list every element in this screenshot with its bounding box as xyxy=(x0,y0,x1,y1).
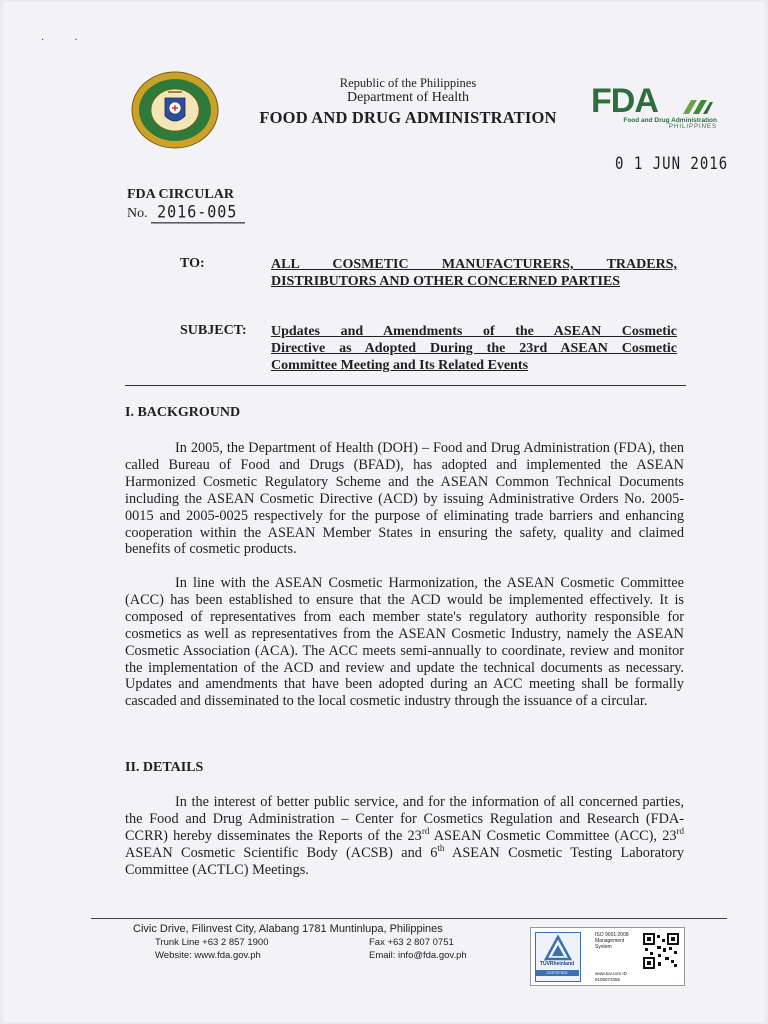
iso-standard-text: ISO 9001:2008 Management System xyxy=(595,932,629,950)
details-paragraph xyxy=(125,794,684,879)
footer-website-link[interactable]: Website: www.fda.gov.ph xyxy=(155,950,261,961)
footer-divider xyxy=(91,918,727,919)
fda-stripes-icon xyxy=(677,98,713,114)
footer-trunk-line: Trunk Line +63 2 857 1900 xyxy=(155,937,269,948)
paragraph-text xyxy=(125,794,684,879)
circular-title: FDA CIRCULAR xyxy=(127,187,234,202)
to-recipients xyxy=(271,256,677,290)
circular-number-block xyxy=(127,187,245,223)
details-heading: II. DETAILS xyxy=(125,760,204,775)
tuv-certification-badge xyxy=(530,927,685,986)
fda-logo xyxy=(591,84,719,134)
tuv-website-text: www.tuv.com ID 9105073356 xyxy=(595,971,627,982)
paragraph-text: In 2005, the Department of Health (DOH) – Food and Drug Administration (FDA), then called Bureau of Food and Drugs (BFAD), has adopted and implemented the ASEAN Harmonized Cosmetic Regulatory Scheme and the ASEAN Common Technical Documents including the ASEAN Cosmetic Directive (ACD) by issuing Administrative Orders No. 2005-0015 and 2005-0025 respectively for the purpose of eliminating trade barriers and enhancing cooperation within the ASEAN Member States in ensuring the safety, quality and claimed benefits of cosmetic products. xyxy=(125,440,684,558)
subject-line: Committee Meeting and Its Related Events xyxy=(271,358,529,373)
background-heading: I. BACKGROUND xyxy=(125,405,241,420)
tuv-certified-label: CERTIFIED xyxy=(535,970,579,976)
to-line: ALL COSMETIC MANUFACTURERS, TRADERS, xyxy=(271,257,677,272)
paragraph-text: In line with the ASEAN Cosmetic Harmonization, the ASEAN Cosmetic Committee (ACC) has been established to ensure that the ACD would be implemented effectively. It is composed of representatives from each member state's regulatory authority responsible for cosmetics as well as representatives from the ASEAN Cosmetic Industry, namely the ASEAN Cosmetic Association (ACA). The ACC meets semi-annually to coordinate, review and monitor the implementation of the ACD and review and update the technical documents as necessary. Updates and amendments that have been adopted during an ACC meeting shall be formally cascaded and disseminated to the local cosmetic industry through the issuance of a circular. xyxy=(125,575,684,710)
subject-line: Updates and Amendments of the ASEAN Cosmetic xyxy=(271,324,677,339)
agency-header xyxy=(233,76,583,128)
background-paragraph-1 xyxy=(125,440,684,558)
footer-email-link[interactable]: Email: info@fda.gov.ph xyxy=(369,950,467,961)
to-line: DISTRIBUTORS AND OTHER CONCERNED PARTIES xyxy=(271,274,621,289)
footer-contact xyxy=(133,923,513,962)
header-republic: Republic of the Philippines xyxy=(339,76,477,90)
ordinal-suffix: rd xyxy=(421,826,430,837)
fda-logo-country: PHILIPPINES xyxy=(668,124,717,130)
header-department: Department of Health xyxy=(346,90,470,105)
footer-address: Civic Drive, Filinvest City, Alabang 1781 Muntinlupa, Philippines xyxy=(133,923,443,935)
circular-page xyxy=(3,2,765,1022)
subject-line: Directive as Adopted During the 23rd ASEAN Cosmetic xyxy=(271,341,677,356)
circular-no-value: 2016-005 xyxy=(151,202,245,224)
scan-specks: · · xyxy=(41,35,78,46)
subject-label: SUBJECT: xyxy=(180,323,247,338)
details-text-d: ASEAN Cosmetic Testing Laboratory Committee (ACTLC) Meetings. xyxy=(125,844,684,878)
header-agency: FOOD AND DRUG ADMINISTRATION xyxy=(259,108,557,127)
footer-fax: Fax +63 2 807 0751 xyxy=(369,937,454,948)
circular-number-row xyxy=(127,203,245,223)
circular-no-label: No. xyxy=(127,206,148,221)
tuv-name: TÜVRheinland xyxy=(539,961,575,967)
footer-web-row xyxy=(133,949,513,962)
footer-phone-row xyxy=(133,936,513,949)
details-text-a: In the interest of better public service, and for the information of all concerned parties, the Food and Drug Administration – Center for Cosmetics Regulation and Research (FDA-CCRR) hereby disseminates the Reports of the 23 xyxy=(125,794,684,844)
triangle-icon xyxy=(536,933,580,963)
details-text-b: ASEAN Cosmetic Committee (ACC), 23 xyxy=(429,827,677,844)
ordinal-suffix: rd xyxy=(676,826,684,837)
subject-text xyxy=(271,323,677,374)
fda-logo-subtitle: Food and Drug Administration xyxy=(623,117,717,124)
header-divider xyxy=(125,385,686,386)
ordinal-suffix: th xyxy=(437,842,445,853)
to-label: TO: xyxy=(180,256,205,271)
date-stamp: 0 1 JUN 2016 xyxy=(615,154,729,174)
doh-seal-icon xyxy=(130,70,220,150)
qr-code-icon xyxy=(643,933,679,969)
background-paragraph-2 xyxy=(125,575,684,710)
fda-logo-word: FDA xyxy=(591,82,658,120)
details-text-c: ASEAN Cosmetic Scientific Body (ACSB) and 6 xyxy=(125,844,438,861)
